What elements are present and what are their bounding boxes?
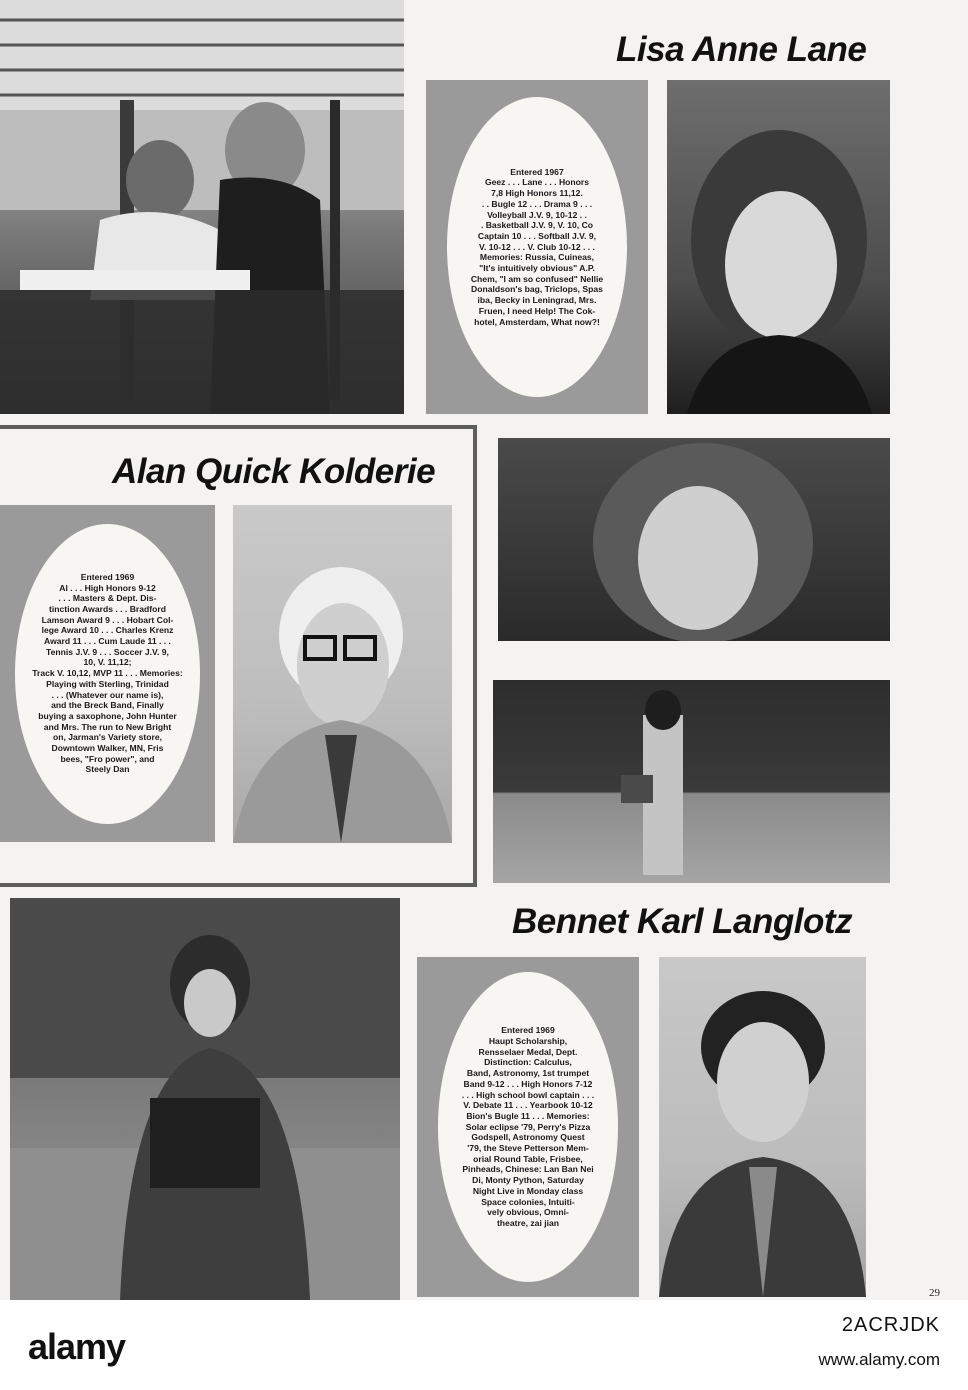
watermark-logo: alamy xyxy=(28,1326,126,1367)
watermark-strip xyxy=(0,1300,968,1390)
page-number: 29 xyxy=(929,1287,940,1299)
bio-text-alan: Entered 1969 Al . . . High Honors 9-12 . . . Masters & Dept. Dis- tinction Awards . . . Bradford Lamson Award 9 . . . Hobart Col- lege Award 10 . . . Charles Krenz Award 11 . . . Cum Laude 11 . . . Tennis J.V. 9 . . . Soccer J.V. 9, 10, V. 11,12; Track V. 10,12, MVP 11 . . . Memories: Playing with Sterling, Trinidad . . . (Whatever our name is), and the Breck Band, Finally buying a saxophone, John Hunter and Mrs. The run to New Bright on, Jarman's Variety store, Downtown Walker, MN, Fris bees, "Fro power", and Steely Dan xyxy=(32,571,183,775)
bio-panel-alan xyxy=(0,505,215,842)
portrait-lisa xyxy=(667,80,890,414)
portrait-bennet xyxy=(659,957,866,1297)
bio-oval-lisa xyxy=(447,97,627,397)
bio-oval-alan xyxy=(15,524,200,824)
bio-text-lisa: Entered 1967 Geez . . . Lane . . . Honors 7,8 High Honors 11,12. . . Bugle 12 . . . Drama 9 . . . Volleyball J.V. 9, 10-12 . . . Basketball J.V. 9, V. 10, Co Captain 10 . . . Softball J.V. 9, V. 10-12 . . . V. Club 10-12 . . . Memories: Russia, Cuineas, "It's intuitively obvious" A.P. Chem, "I am so confused" Nellie Donaldson's bag, Triclops, Spas iba, Becky in Leningrad, Mrs. Fruen, I need Help! The Cok- hotel, Amsterdam, What now?! xyxy=(470,166,604,327)
student-name-bennet: Bennet Karl Langlotz xyxy=(512,902,853,941)
candid-photo-study xyxy=(0,0,404,414)
watermark-image-id: 2ACRJDK xyxy=(841,1314,940,1336)
candid-photo-camera xyxy=(493,680,890,883)
bio-oval-bennet xyxy=(438,972,618,1282)
candid-photo-smiling xyxy=(498,438,890,641)
bio-text-bennet: Entered 1969 Haupt Scholarship, Rensselaer Medal, Dept. Distinction: Calculus, Band, Astronomy, 1st trumpet Band 9-12 . . . High Honors 7-12 . . . High school bowl captain . . . V. Debate 11 . . . Yearbook 10-12 Bion's Bugle 11 . . . Memories: Solar eclipse '79, Perry's Pizza Godspell, Astronomy Quest '79, the Steve Petterson Mem- orial Round Table, Frisbee, Pinheads, Chinese: Lan Ban Nei Di, Monty Python, Saturday Night Live in Monday class Space colonies, Intuiti- vely obvious, Omni- theatre, zai jian xyxy=(461,1025,595,1228)
bio-panel-bennet xyxy=(417,957,639,1297)
bio-panel-lisa xyxy=(426,80,648,414)
student-name-lisa: Lisa Anne Lane xyxy=(616,30,867,69)
watermark-url: www.alamy.com xyxy=(818,1350,940,1369)
portrait-alan xyxy=(233,505,452,843)
student-name-alan: Alan Quick Kolderie xyxy=(112,452,436,491)
candid-photo-outdoors xyxy=(10,898,400,1300)
